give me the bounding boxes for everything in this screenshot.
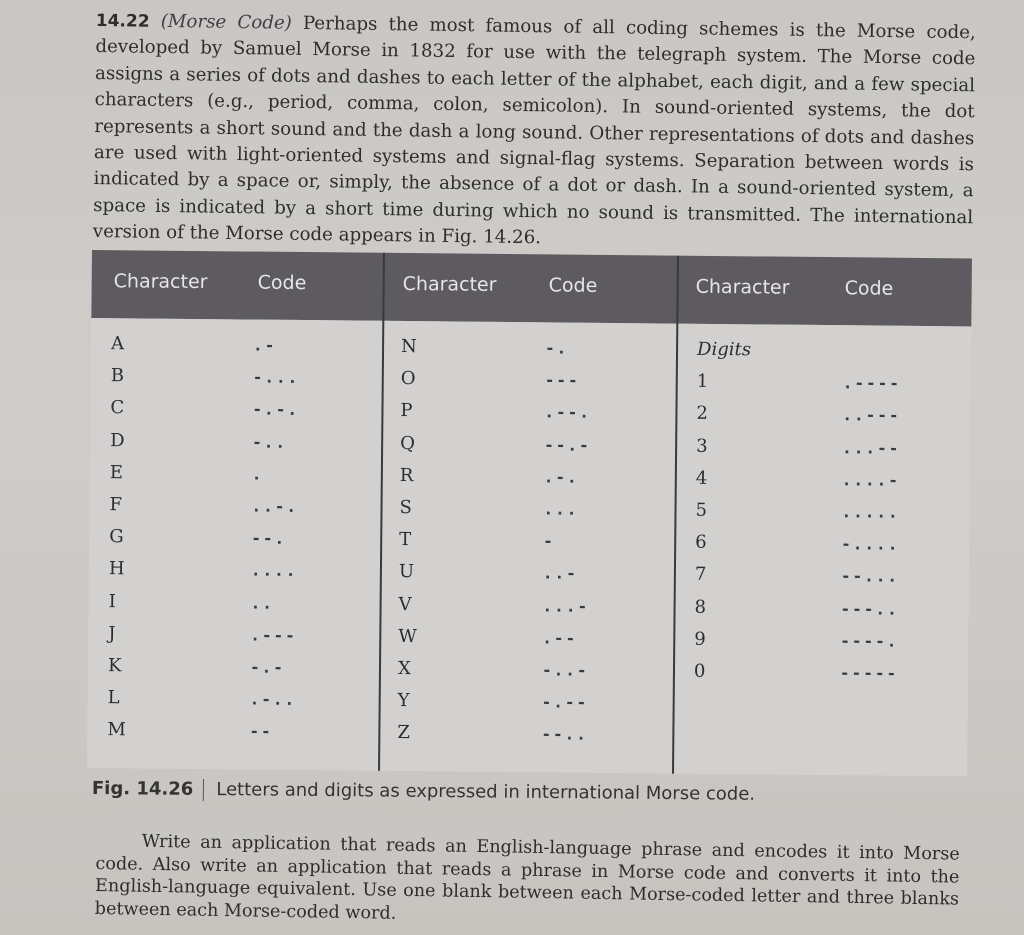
char-cell: Y xyxy=(397,690,410,712)
code-cell: .-- xyxy=(542,628,578,648)
code-cell: ..... xyxy=(841,502,900,522)
char-cell: W xyxy=(398,625,417,647)
char-cell: 8 xyxy=(694,596,707,618)
char-cell: S xyxy=(399,496,412,519)
code-cell: ....- xyxy=(841,469,901,490)
char-cell: Q xyxy=(400,432,416,454)
code-cell: -. xyxy=(544,338,569,358)
code-cell: .-.. xyxy=(249,689,297,710)
code-cell: .. xyxy=(250,593,274,613)
char-cell: O xyxy=(400,368,416,390)
morse-code-table xyxy=(87,250,972,776)
char-cell: P xyxy=(400,400,413,422)
code-cell: --- xyxy=(544,370,580,390)
char-cell: C xyxy=(110,397,125,419)
char-cell: T xyxy=(399,529,412,551)
code-cell: ...-- xyxy=(842,437,901,458)
code-cell: . xyxy=(251,464,264,484)
intro-text: Perhaps the most famous of all coding schemes is the Morse code, developed by Samuel Morse in 1832 for use with the telegraph system. The Morse code assigns a series of dots and dashes to each letter of the alphabet, each digit, and a few special characters (e.g., period, comma, colon, semicolon). In sound-oriented systems, the dot represents a short sound and the dash a long sound. Other representations of dots and dashes are used with light-oriented systems and signal-flag systems. Separation between words is indicated by a space or, simply, the absence of a dot or dash. In a sound-oriented system, a space is indicated by a short time during which no sound is transmitted. The international version of the Morse code appears in Fig. 14.26. xyxy=(92,12,976,249)
digits-heading: Digits xyxy=(696,338,752,361)
code-cell: .--. xyxy=(544,402,592,423)
code-cell: ..--- xyxy=(842,405,901,426)
code-cell: -.- xyxy=(249,657,286,677)
code-cell: .---- xyxy=(842,373,902,393)
char-cell: F xyxy=(109,494,123,516)
code-cell: -... xyxy=(252,367,300,388)
char-cell: L xyxy=(107,687,120,709)
figure-number: Fig. 14.26 xyxy=(91,778,194,800)
caption-text: Letters and digits as expressed in international Morse code. xyxy=(216,779,756,805)
table-body xyxy=(87,318,971,776)
char-cell: 4 xyxy=(695,467,708,489)
char-cell: I xyxy=(108,590,116,612)
code-cell: ---.. xyxy=(840,598,899,619)
code-cell: --. xyxy=(251,528,287,549)
code-cell: -- xyxy=(249,721,273,742)
char-cell: R xyxy=(399,464,414,486)
code-cell: ..-. xyxy=(251,496,299,516)
code-cell: .- xyxy=(253,335,277,355)
header-character-2: Character xyxy=(402,272,497,296)
header-code-1: Code xyxy=(257,271,307,295)
digit-codes-column xyxy=(840,335,902,690)
code-cell: ----- xyxy=(839,663,899,683)
char-cell: D xyxy=(110,429,125,451)
code-cell: --.. xyxy=(541,724,588,745)
code-cell: -.-. xyxy=(252,399,300,420)
char-cell: N xyxy=(400,335,417,358)
header-character-1: Character xyxy=(113,270,208,294)
char-cell: 3 xyxy=(696,435,708,457)
char-cell: Z xyxy=(397,722,410,744)
code-cell: ... xyxy=(543,499,579,519)
exercise-paragraph: Write an application that reads an English-language phrase and encodes it into Morse code. Also write an application that reads a phrase in Morse code and converts it into the English-language equivalent. Use one blank between each Morse-coded letter and three blanks between each Morse-coded word. xyxy=(94,831,960,924)
caption-separator xyxy=(203,779,204,801)
table-header xyxy=(91,250,972,326)
char-cell: 5 xyxy=(695,499,708,521)
intro-paragraph xyxy=(93,8,976,258)
codes-a-m-column xyxy=(249,330,300,749)
code-cell: --... xyxy=(840,566,900,587)
code-cell: -..- xyxy=(541,660,589,680)
code-cell: - xyxy=(543,531,555,551)
char-cell: G xyxy=(109,526,124,548)
code-cell: -.-- xyxy=(541,692,589,712)
char-cell: X xyxy=(397,657,411,679)
header-code-2: Code xyxy=(548,274,598,297)
char-cell: 6 xyxy=(695,531,707,554)
char-cell: J xyxy=(108,622,116,644)
char-cell: B xyxy=(110,365,125,387)
code-cell: ----. xyxy=(840,630,899,651)
code-cell: .-. xyxy=(543,467,579,487)
char-cell: H xyxy=(108,558,125,580)
char-cell: 9 xyxy=(694,628,706,650)
exercise-number: 14.22 xyxy=(95,10,150,32)
digits-column xyxy=(694,334,751,689)
char-cell: K xyxy=(107,655,122,677)
code-cell: -.. xyxy=(252,432,288,452)
char-cell: 1 xyxy=(696,370,709,393)
header-character-3: Character xyxy=(695,275,790,299)
char-cell: 0 xyxy=(693,660,706,682)
char-cell: 7 xyxy=(694,564,707,586)
figure-caption xyxy=(92,778,755,806)
exercise-topic: (Morse Code) xyxy=(160,10,292,34)
code-cell: ...- xyxy=(542,595,590,616)
char-cell: A xyxy=(111,333,125,355)
char-cell: V xyxy=(398,593,412,615)
code-cell xyxy=(843,335,901,368)
code-cell: .... xyxy=(250,560,298,581)
code-cell: ..- xyxy=(542,563,578,583)
codes-n-z-column xyxy=(541,332,592,751)
header-code-3: Code xyxy=(844,277,894,300)
code-cell: -.... xyxy=(841,534,900,554)
code-cell: .--- xyxy=(250,625,297,645)
char-cell: 2 xyxy=(696,403,709,425)
char-cell: U xyxy=(398,561,415,583)
char-cell: E xyxy=(109,461,124,484)
char-cell: M xyxy=(107,719,126,741)
code-cell: --.- xyxy=(544,434,591,455)
